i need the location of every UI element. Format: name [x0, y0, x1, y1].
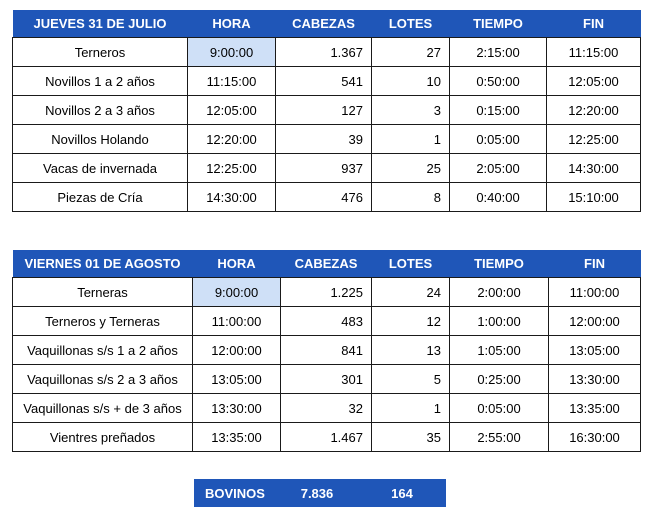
- category-cell: Vaquillonas s/s 1 a 2 años: [13, 336, 193, 365]
- fin-cell: 12:20:00: [547, 96, 641, 125]
- table-row: [13, 423, 641, 452]
- column-header-cabezas: CABEZAS: [281, 250, 372, 278]
- totals-label: BOVINOS: [205, 485, 265, 501]
- cabezas-cell: 483: [281, 307, 372, 336]
- totals-cabezas: 7.836: [300, 485, 334, 501]
- column-header-lotes: LOTES: [372, 10, 450, 38]
- tiempo-cell: 0:40:00: [450, 183, 547, 212]
- cabezas-cell: 39: [276, 125, 372, 154]
- column-header-hora: HORA: [193, 250, 281, 278]
- cabezas-cell: 32: [281, 394, 372, 423]
- table-row: [13, 183, 641, 212]
- schedule-table-day1: [12, 10, 641, 212]
- column-header-hora: HORA: [188, 10, 276, 38]
- fin-cell: 11:00:00: [549, 278, 641, 307]
- cabezas-cell: 1.225: [281, 278, 372, 307]
- hora-cell: 14:30:00: [188, 183, 276, 212]
- fin-cell: 13:35:00: [549, 394, 641, 423]
- category-cell: Novillos 2 a 3 años: [13, 96, 188, 125]
- table-row: [13, 154, 641, 183]
- cabezas-cell: 541: [276, 67, 372, 96]
- hora-cell: 13:05:00: [193, 365, 281, 394]
- cabezas-cell: 841: [281, 336, 372, 365]
- lotes-cell: 27: [372, 38, 450, 67]
- hora-cell: 13:35:00: [193, 423, 281, 452]
- tiempo-cell: 2:15:00: [450, 38, 547, 67]
- lotes-cell: 25: [372, 154, 450, 183]
- hora-cell: 13:30:00: [193, 394, 281, 423]
- hora-cell[interactable]: 9:00:00: [188, 38, 276, 67]
- cabezas-cell: 127: [276, 96, 372, 125]
- tiempo-cell: 2:00:00: [450, 278, 549, 307]
- lotes-cell: 1: [372, 125, 450, 154]
- hora-cell[interactable]: 9:00:00: [193, 278, 281, 307]
- category-cell: Novillos 1 a 2 años: [13, 67, 188, 96]
- totals-bar: [194, 479, 446, 507]
- cabezas-cell: 476: [276, 183, 372, 212]
- category-cell: Piezas de Cría: [13, 183, 188, 212]
- schedule-table-day2: [12, 250, 641, 452]
- category-cell: Vientres preñados: [13, 423, 193, 452]
- lotes-cell: 12: [372, 307, 450, 336]
- table-header-row: [13, 10, 641, 38]
- column-header-fin: FIN: [547, 10, 641, 38]
- table-row: [13, 125, 641, 154]
- tiempo-cell: 2:55:00: [450, 423, 549, 452]
- fin-cell: 15:10:00: [547, 183, 641, 212]
- lotes-cell: 8: [372, 183, 450, 212]
- category-cell: Vacas de invernada: [13, 154, 188, 183]
- cabezas-cell: 1.467: [281, 423, 372, 452]
- fin-cell: 13:30:00: [549, 365, 641, 394]
- column-header-tiempo: TIEMPO: [450, 250, 549, 278]
- hora-cell: 11:00:00: [193, 307, 281, 336]
- table-row: [13, 67, 641, 96]
- day-title: JUEVES 31 DE JULIO: [13, 10, 188, 38]
- category-cell: Vaquillonas s/s + de 3 años: [13, 394, 193, 423]
- lotes-cell: 35: [372, 423, 450, 452]
- fin-cell: 14:30:00: [547, 154, 641, 183]
- category-cell: Novillos Holando: [13, 125, 188, 154]
- lotes-cell: 3: [372, 96, 450, 125]
- category-cell: Terneros: [13, 38, 188, 67]
- tiempo-cell: 0:05:00: [450, 125, 547, 154]
- column-header-lotes: LOTES: [372, 250, 450, 278]
- category-cell: Terneras: [13, 278, 193, 307]
- hora-cell: 11:15:00: [188, 67, 276, 96]
- lotes-cell: 5: [372, 365, 450, 394]
- totals-lotes: 164: [391, 485, 413, 501]
- category-cell: Vaquillonas s/s 2 a 3 años: [13, 365, 193, 394]
- category-cell: Terneros y Terneras: [13, 307, 193, 336]
- table-row: [13, 394, 641, 423]
- table-row: [13, 307, 641, 336]
- tiempo-cell: 1:05:00: [450, 336, 549, 365]
- table-header-row: [13, 250, 641, 278]
- lotes-cell: 24: [372, 278, 450, 307]
- lotes-cell: 10: [372, 67, 450, 96]
- column-header-cabezas: CABEZAS: [276, 10, 372, 38]
- fin-cell: 11:15:00: [547, 38, 641, 67]
- tiempo-cell: 1:00:00: [450, 307, 549, 336]
- column-header-tiempo: TIEMPO: [450, 10, 547, 38]
- fin-cell: 16:30:00: [549, 423, 641, 452]
- lotes-cell: 13: [372, 336, 450, 365]
- hora-cell: 12:25:00: [188, 154, 276, 183]
- hora-cell: 12:00:00: [193, 336, 281, 365]
- table-row: [13, 96, 641, 125]
- table-row: [13, 365, 641, 394]
- tiempo-cell: 2:05:00: [450, 154, 547, 183]
- lotes-cell: 1: [372, 394, 450, 423]
- hora-cell: 12:05:00: [188, 96, 276, 125]
- cabezas-cell: 1.367: [276, 38, 372, 67]
- hora-cell: 12:20:00: [188, 125, 276, 154]
- table-row: [13, 38, 641, 67]
- tiempo-cell: 0:15:00: [450, 96, 547, 125]
- column-header-fin: FIN: [549, 250, 641, 278]
- cabezas-cell: 301: [281, 365, 372, 394]
- fin-cell: 12:25:00: [547, 125, 641, 154]
- tiempo-cell: 0:05:00: [450, 394, 549, 423]
- tiempo-cell: 0:50:00: [450, 67, 547, 96]
- day-title: VIERNES 01 DE AGOSTO: [13, 250, 193, 278]
- fin-cell: 13:05:00: [549, 336, 641, 365]
- cabezas-cell: 937: [276, 154, 372, 183]
- table-row: [13, 336, 641, 365]
- fin-cell: 12:00:00: [549, 307, 641, 336]
- tiempo-cell: 0:25:00: [450, 365, 549, 394]
- table-row: [13, 278, 641, 307]
- fin-cell: 12:05:00: [547, 67, 641, 96]
